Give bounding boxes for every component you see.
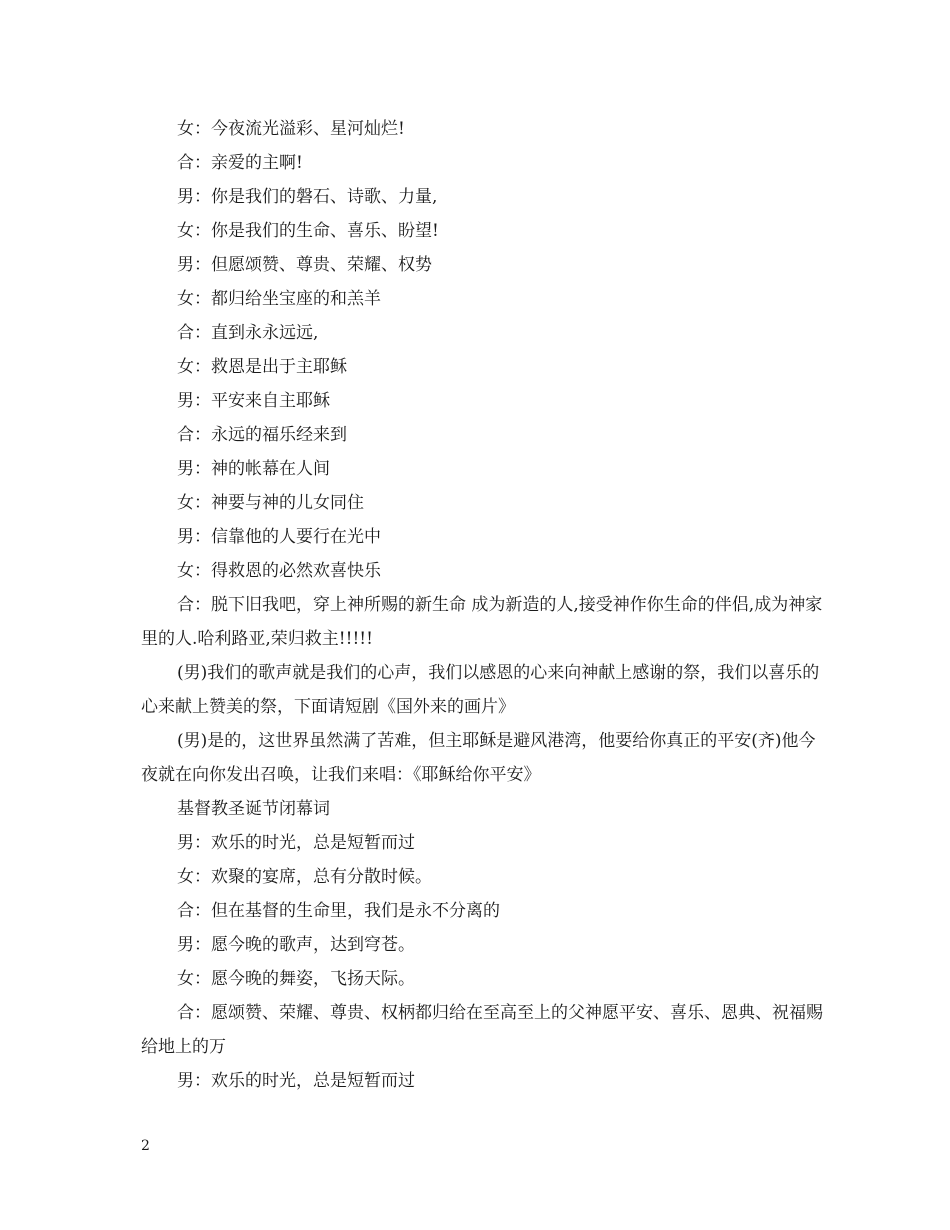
paragraph: 男：欢乐的时光，总是短暂而过 xyxy=(177,1071,415,1091)
section-heading: 基督教圣诞节闭幕词 xyxy=(177,799,330,819)
paragraph: 合：愿颂赞、荣耀、尊贵、权柄都归给在至高至上的父神愿平安、喜乐、恩典、祝福赐给地上的万 xyxy=(141,1003,823,1057)
paragraph: 女：神要与神的儿女同住 xyxy=(177,493,364,513)
paragraph: 男：愿今晚的歌声，达到穹苍。 xyxy=(177,935,415,955)
paragraph: 女：今夜流光溢彩、星河灿烂! xyxy=(177,119,405,139)
paragraph: 女：得救恩的必然欢喜快乐 xyxy=(177,561,381,581)
paragraph: (男)我们的歌声就是我们的心声，我们以感恩的心来向神献上感谢的祭，我们以喜乐的心来献上赞美的祭，下面请短剧《国外来的画片》 xyxy=(141,663,820,717)
paragraph: 合：亲爱的主啊! xyxy=(177,153,303,173)
document-body xyxy=(141,112,831,1098)
paragraph: 合：脱下旧我吧，穿上神所赐的新生命 成为新造的人,接受神作你生命的伴侣,成为神家里的人.哈利路亚,荣归救主!!!!! xyxy=(141,595,823,649)
paragraph: 女：欢聚的宴席，总有分散时候。 xyxy=(177,867,432,887)
paragraph: 男：神的帐幕在人间 xyxy=(177,459,330,479)
paragraph: 合：直到永永远远, xyxy=(177,323,319,343)
paragraph: 男：平安来自主耶稣 xyxy=(177,391,330,411)
paragraph: 女：愿今晚的舞姿，飞扬天际。 xyxy=(177,969,415,989)
paragraph: 男：你是我们的磐石、诗歌、力量, xyxy=(177,187,438,207)
paragraph: 女：都归给坐宝座的和羔羊 xyxy=(177,289,381,309)
paragraph: 合：永远的福乐经来到 xyxy=(177,425,347,445)
paragraph: 男：信靠他的人要行在光中 xyxy=(177,527,381,547)
paragraph: 男：欢乐的时光，总是短暂而过 xyxy=(177,833,415,853)
paragraph: 合：但在基督的生命里，我们是永不分离的 xyxy=(177,901,500,921)
paragraph: (男)是的，这世界虽然满了苦难，但主耶稣是避风港湾，他要给你真正的平安(齐)他今夜就在向你发出召唤，让我们来唱：《耶稣给你平安》 xyxy=(141,731,816,785)
paragraph: 女：救恩是出于主耶稣 xyxy=(177,357,347,377)
paragraph: 男：但愿颂赞、尊贵、荣耀、权势 xyxy=(177,255,432,275)
page-number: 2 xyxy=(141,1138,150,1154)
paragraph: 女：你是我们的生命、喜乐、盼望! xyxy=(177,221,439,241)
